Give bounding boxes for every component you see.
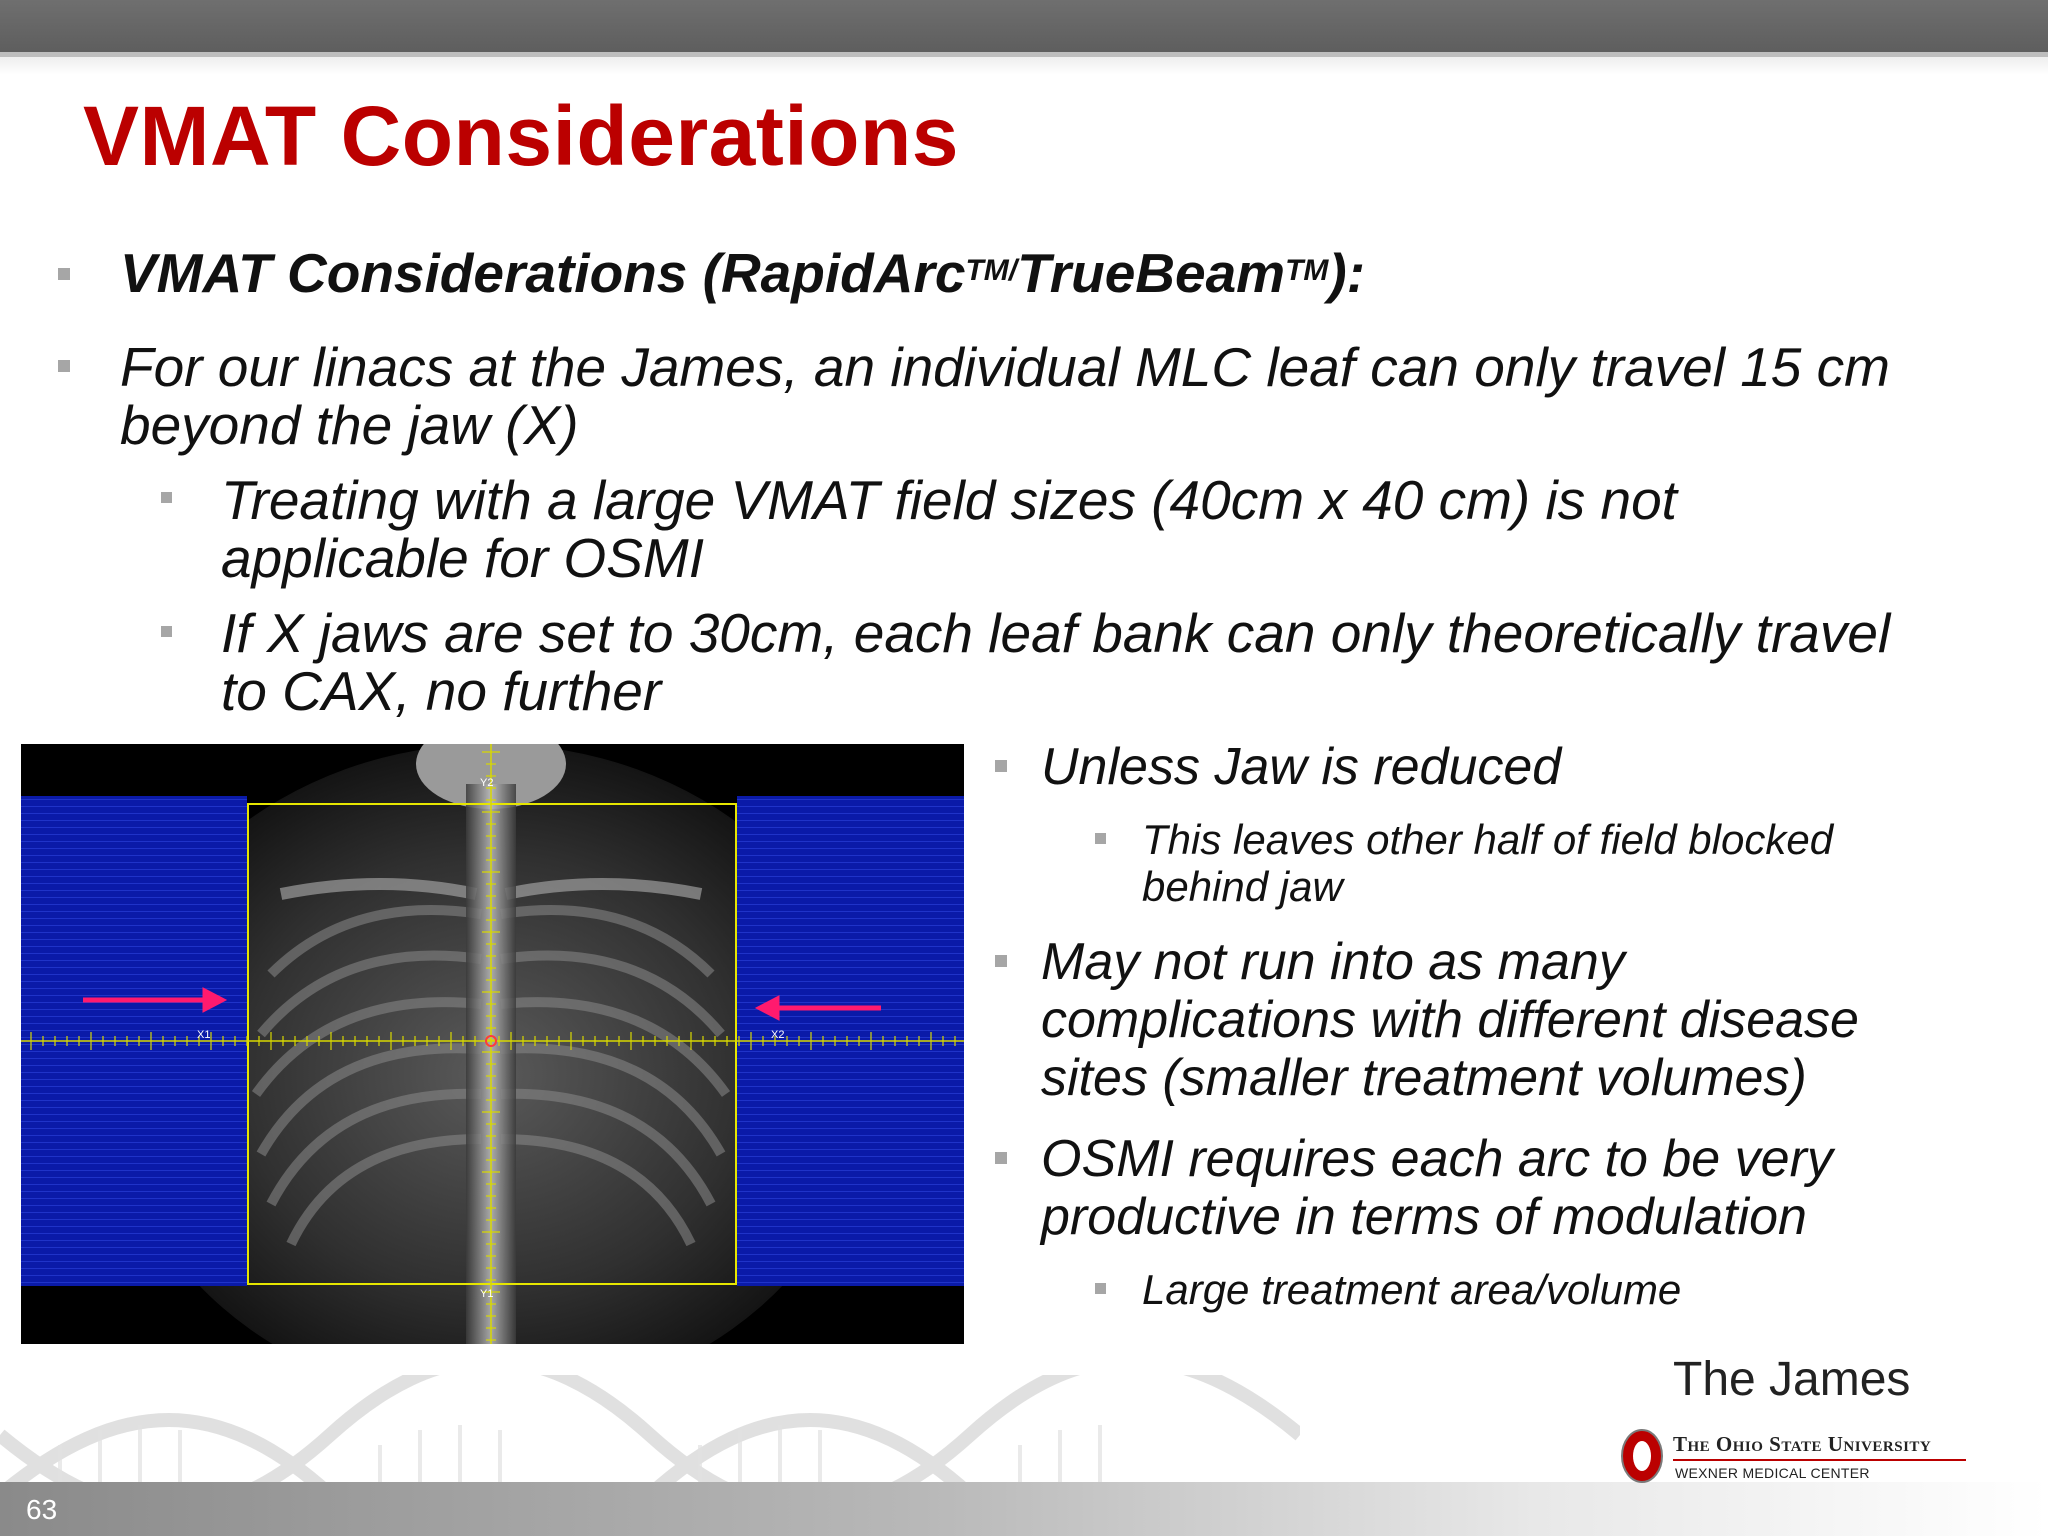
bullet-marker <box>58 268 70 280</box>
xray-field-image <box>21 744 964 1344</box>
label-y2: Y2 <box>480 777 494 789</box>
bullet-osmi-modulation: OSMI requires each arc to be very productive in terms of modulation <box>1041 1130 1833 1246</box>
sub-bullet-marker <box>161 492 172 503</box>
bullet-marker <box>58 360 70 372</box>
label-y1: Y1 <box>480 1288 494 1300</box>
top-bar-shadow <box>0 57 2048 75</box>
bullet-vmat-heading: VMAT Considerations (RapidArc$^{TM/}$TrueBeam™): <box>120 242 1366 304</box>
sub-bullet-field-blocked: This leaves other half of field blocked behind jaw <box>1142 816 1834 910</box>
bullet-complications: May not run into as many complications with different disease sites (smaller treatment volumes) <box>1041 933 1859 1107</box>
label-x2: X2 <box>771 1029 785 1041</box>
page-number: 63 <box>26 1494 58 1525</box>
osu-block-o-logo <box>1620 1428 1664 1484</box>
brand-the-james: The James <box>1673 1353 1911 1406</box>
medical-center-name: WEXNER MEDICAL CENTER <box>1675 1465 1870 1481</box>
bullet-marker <box>995 1152 1007 1164</box>
sub-bullet-marker <box>1095 833 1106 844</box>
top-bar <box>0 0 2048 52</box>
bullet-marker <box>995 955 1007 967</box>
bullet-jaw-reduced: Unless Jaw is reduced <box>1041 738 1562 796</box>
label-x1: X1 <box>197 1029 211 1041</box>
sub-bullet-marker <box>1095 1283 1106 1294</box>
sub-bullet-jaws-30cm: If X jaws are set to 30cm, each leaf bank can only theoretically travel to CAX, no further <box>221 602 1891 722</box>
sub-bullet-field-size: Treating with a large VMAT field sizes (40cm x 40 cm) is not applicable for OSMI <box>221 469 1677 589</box>
university-underline <box>1673 1459 1966 1461</box>
slide-title: VMAT Considerations <box>83 89 959 183</box>
sub-bullet-large-area: Large treatment area/volume <box>1142 1266 1682 1313</box>
bullet-marker <box>995 760 1007 772</box>
sub-bullet-marker <box>161 626 172 637</box>
bullet-linac-travel: For our linacs at the James, an individual MLC leaf can only travel 15 cm beyond the jaw (X) <box>120 336 1890 456</box>
bottom-bar <box>0 1482 2048 1536</box>
university-name: The Ohio State University <box>1673 1432 1932 1456</box>
